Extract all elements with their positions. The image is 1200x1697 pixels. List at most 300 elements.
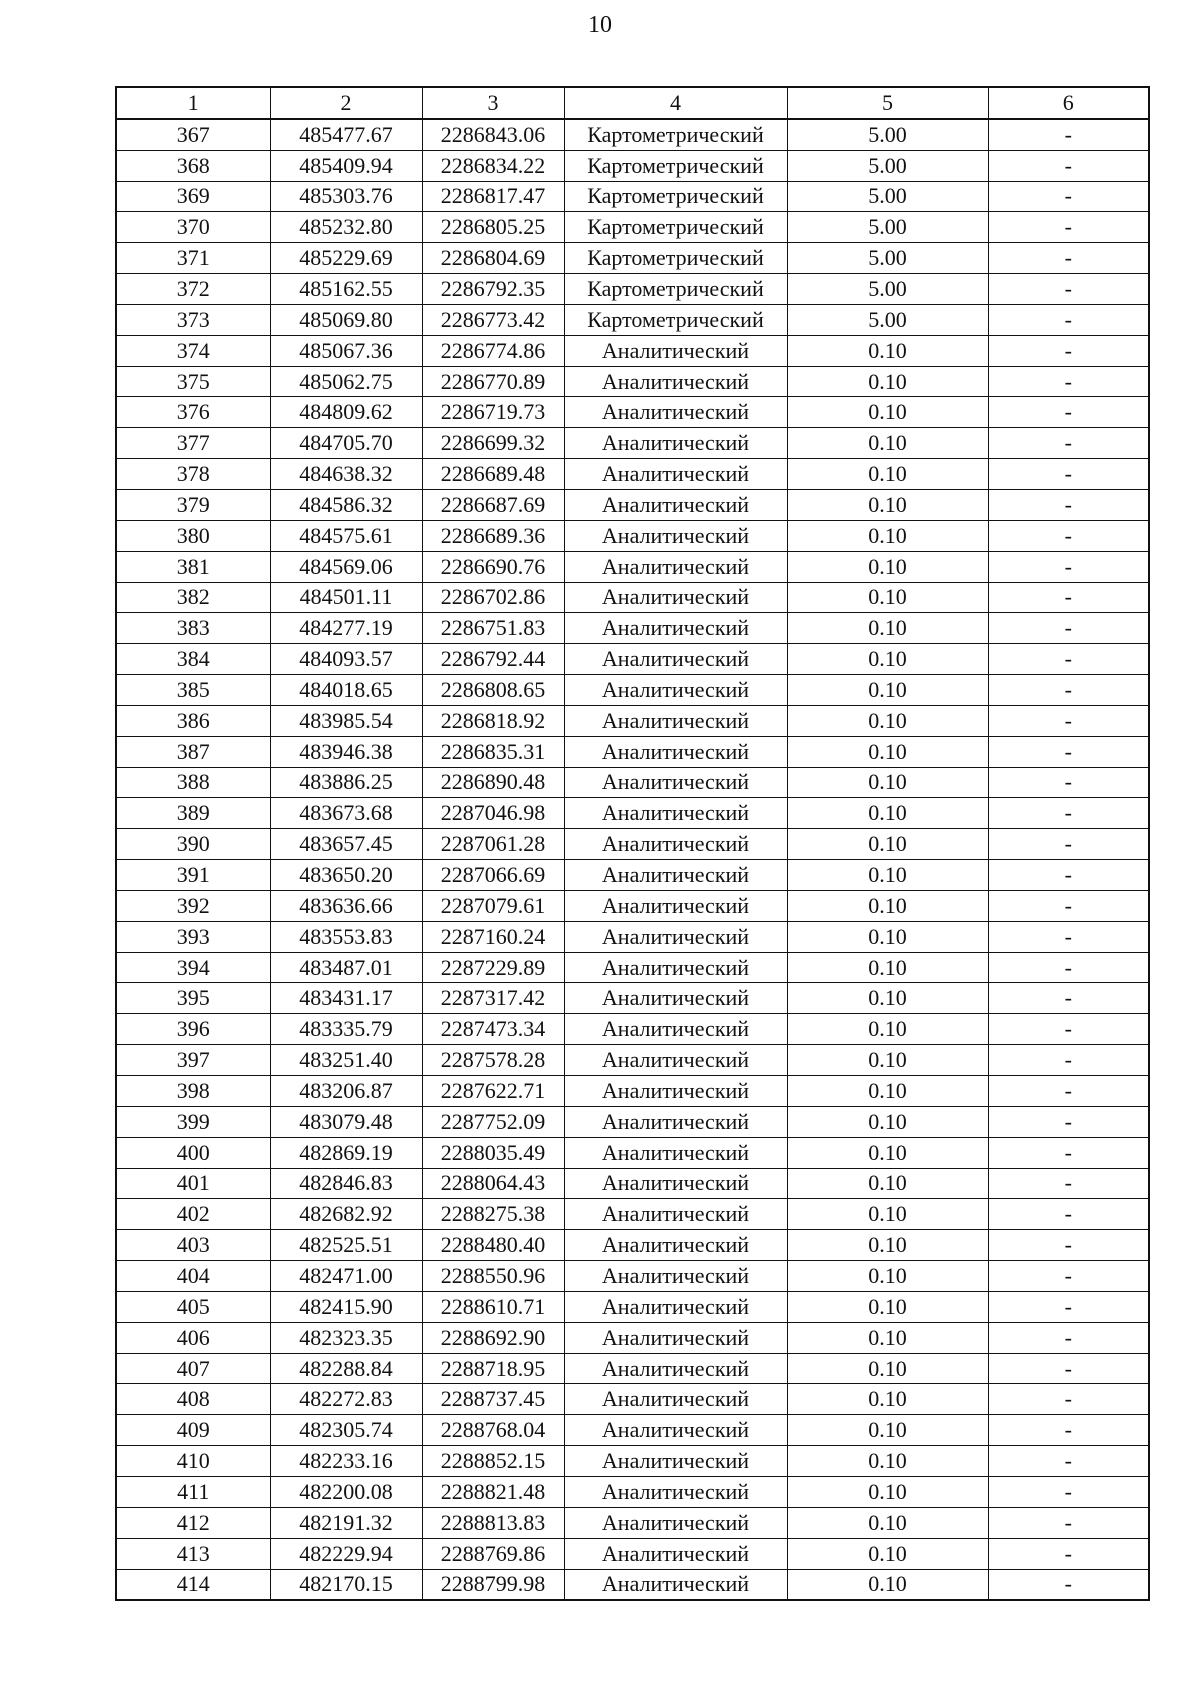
- point-number-cell: 367: [116, 119, 270, 150]
- point-number-cell: 381: [116, 551, 270, 582]
- x-coordinate-cell: 484809.62: [270, 397, 422, 428]
- description-cell: -: [988, 829, 1149, 860]
- table-row: [116, 1137, 1149, 1168]
- y-coordinate-cell: 2288821.48: [422, 1476, 564, 1507]
- point-number-cell: 405: [116, 1291, 270, 1322]
- method-cell: Аналитический: [564, 1384, 787, 1415]
- y-coordinate-cell: 2288692.90: [422, 1322, 564, 1353]
- x-coordinate-cell: 483079.48: [270, 1106, 422, 1137]
- method-cell: Аналитический: [564, 613, 787, 644]
- y-coordinate-cell: 2288275.38: [422, 1199, 564, 1230]
- table-row: [116, 459, 1149, 490]
- point-number-cell: 396: [116, 1014, 270, 1045]
- method-cell: Аналитический: [564, 1476, 787, 1507]
- accuracy-cell: 0.10: [787, 798, 988, 829]
- point-number-cell: 386: [116, 705, 270, 736]
- point-number-cell: 401: [116, 1168, 270, 1199]
- point-number-cell: 383: [116, 613, 270, 644]
- accuracy-cell: 0.10: [787, 520, 988, 551]
- accuracy-cell: 0.10: [787, 1353, 988, 1384]
- x-coordinate-cell: 485409.94: [270, 150, 422, 181]
- x-coordinate-cell: 484705.70: [270, 428, 422, 459]
- point-number-cell: 373: [116, 304, 270, 335]
- x-coordinate-cell: 483206.87: [270, 1076, 422, 1107]
- table-row: [116, 520, 1149, 551]
- method-cell: Картометрический: [564, 212, 787, 243]
- y-coordinate-cell: 2288768.04: [422, 1415, 564, 1446]
- x-coordinate-cell: 483657.45: [270, 829, 422, 860]
- table-row: [116, 1538, 1149, 1569]
- table-row: [116, 829, 1149, 860]
- table-row: [116, 1045, 1149, 1076]
- table-row: [116, 1168, 1149, 1199]
- table-row: [116, 736, 1149, 767]
- y-coordinate-cell: 2287066.69: [422, 860, 564, 891]
- table-row: [116, 366, 1149, 397]
- point-number-cell: 413: [116, 1538, 270, 1569]
- x-coordinate-cell: 484093.57: [270, 644, 422, 675]
- accuracy-cell: 0.10: [787, 860, 988, 891]
- x-coordinate-cell: 485229.69: [270, 243, 422, 274]
- point-number-cell: 376: [116, 397, 270, 428]
- description-cell: -: [988, 1230, 1149, 1261]
- x-coordinate-cell: 485162.55: [270, 274, 422, 305]
- description-cell: -: [988, 489, 1149, 520]
- description-cell: -: [988, 613, 1149, 644]
- method-cell: Аналитический: [564, 1014, 787, 1045]
- point-number-cell: 399: [116, 1106, 270, 1137]
- description-cell: -: [988, 1261, 1149, 1292]
- x-coordinate-cell: 484277.19: [270, 613, 422, 644]
- method-cell: Аналитический: [564, 890, 787, 921]
- description-cell: -: [988, 983, 1149, 1014]
- table-row: [116, 705, 1149, 736]
- table-row: [116, 1014, 1149, 1045]
- point-number-cell: 392: [116, 890, 270, 921]
- x-coordinate-cell: 483886.25: [270, 767, 422, 798]
- y-coordinate-cell: 2286699.32: [422, 428, 564, 459]
- method-cell: Аналитический: [564, 860, 787, 891]
- table-row: [116, 983, 1149, 1014]
- x-coordinate-cell: 482200.08: [270, 1476, 422, 1507]
- y-coordinate-cell: 2287473.34: [422, 1014, 564, 1045]
- page-number: 10: [588, 12, 612, 38]
- description-cell: -: [988, 736, 1149, 767]
- y-coordinate-cell: 2286792.35: [422, 274, 564, 305]
- y-coordinate-cell: 2288799.98: [422, 1569, 564, 1600]
- table-row: [116, 397, 1149, 428]
- accuracy-cell: 0.10: [787, 1384, 988, 1415]
- column-header-5: 5: [787, 87, 988, 119]
- x-coordinate-cell: 484018.65: [270, 675, 422, 706]
- point-number-cell: 372: [116, 274, 270, 305]
- method-cell: Аналитический: [564, 1045, 787, 1076]
- description-cell: -: [988, 1076, 1149, 1107]
- table-row: [116, 335, 1149, 366]
- description-cell: -: [988, 243, 1149, 274]
- y-coordinate-cell: 2287578.28: [422, 1045, 564, 1076]
- y-coordinate-cell: 2288737.45: [422, 1384, 564, 1415]
- point-number-cell: 394: [116, 952, 270, 983]
- table-row: [116, 952, 1149, 983]
- description-cell: -: [988, 150, 1149, 181]
- description-cell: -: [988, 1384, 1149, 1415]
- x-coordinate-cell: 483946.38: [270, 736, 422, 767]
- table-row: [116, 644, 1149, 675]
- y-coordinate-cell: 2286774.86: [422, 335, 564, 366]
- table-row: [116, 1199, 1149, 1230]
- x-coordinate-cell: 483650.20: [270, 860, 422, 891]
- y-coordinate-cell: 2288480.40: [422, 1230, 564, 1261]
- method-cell: Аналитический: [564, 644, 787, 675]
- table-row: [116, 1446, 1149, 1477]
- method-cell: Аналитический: [564, 983, 787, 1014]
- point-number-cell: 375: [116, 366, 270, 397]
- table-row: [116, 1106, 1149, 1137]
- point-number-cell: 380: [116, 520, 270, 551]
- point-number-cell: 369: [116, 181, 270, 212]
- x-coordinate-cell: 482305.74: [270, 1415, 422, 1446]
- description-cell: -: [988, 1415, 1149, 1446]
- point-number-cell: 404: [116, 1261, 270, 1292]
- description-cell: -: [988, 644, 1149, 675]
- x-coordinate-cell: 482323.35: [270, 1322, 422, 1353]
- accuracy-cell: 0.10: [787, 1137, 988, 1168]
- method-cell: Аналитический: [564, 520, 787, 551]
- point-number-cell: 393: [116, 921, 270, 952]
- point-number-cell: 402: [116, 1199, 270, 1230]
- column-header-3: 3: [422, 87, 564, 119]
- accuracy-cell: 0.10: [787, 1106, 988, 1137]
- x-coordinate-cell: 484501.11: [270, 582, 422, 613]
- description-cell: -: [988, 1476, 1149, 1507]
- accuracy-cell: 0.10: [787, 952, 988, 983]
- accuracy-cell: 0.10: [787, 983, 988, 1014]
- point-number-cell: 409: [116, 1415, 270, 1446]
- method-cell: Аналитический: [564, 459, 787, 490]
- table-row: [116, 181, 1149, 212]
- method-cell: Аналитический: [564, 335, 787, 366]
- y-coordinate-cell: 2288852.15: [422, 1446, 564, 1477]
- method-cell: Картометрический: [564, 181, 787, 212]
- method-cell: Картометрический: [564, 243, 787, 274]
- x-coordinate-cell: 482170.15: [270, 1569, 422, 1600]
- point-number-cell: 374: [116, 335, 270, 366]
- y-coordinate-cell: 2288769.86: [422, 1538, 564, 1569]
- column-header-4: 4: [564, 87, 787, 119]
- description-cell: -: [988, 1569, 1149, 1600]
- point-number-cell: 391: [116, 860, 270, 891]
- description-cell: -: [988, 397, 1149, 428]
- method-cell: Аналитический: [564, 921, 787, 952]
- table-row: [116, 1230, 1149, 1261]
- accuracy-cell: 0.10: [787, 1199, 988, 1230]
- point-number-cell: 411: [116, 1476, 270, 1507]
- description-cell: -: [988, 952, 1149, 983]
- accuracy-cell: 0.10: [787, 736, 988, 767]
- x-coordinate-cell: 485477.67: [270, 119, 422, 150]
- accuracy-cell: 0.10: [787, 1322, 988, 1353]
- x-coordinate-cell: 485069.80: [270, 304, 422, 335]
- method-cell: Аналитический: [564, 1230, 787, 1261]
- point-number-cell: 377: [116, 428, 270, 459]
- accuracy-cell: 0.10: [787, 705, 988, 736]
- accuracy-cell: 5.00: [787, 181, 988, 212]
- accuracy-cell: 0.10: [787, 366, 988, 397]
- x-coordinate-cell: 483636.66: [270, 890, 422, 921]
- description-cell: -: [988, 1538, 1149, 1569]
- point-number-cell: 385: [116, 675, 270, 706]
- table-row: [116, 304, 1149, 335]
- y-coordinate-cell: 2286687.69: [422, 489, 564, 520]
- table-body: [116, 119, 1149, 1601]
- accuracy-cell: 0.10: [787, 921, 988, 952]
- method-cell: Картометрический: [564, 274, 787, 305]
- accuracy-cell: 5.00: [787, 243, 988, 274]
- method-cell: Аналитический: [564, 736, 787, 767]
- method-cell: Аналитический: [564, 829, 787, 860]
- point-number-cell: 407: [116, 1353, 270, 1384]
- accuracy-cell: 0.10: [787, 1291, 988, 1322]
- table-row: [116, 1261, 1149, 1292]
- y-coordinate-cell: 2288035.49: [422, 1137, 564, 1168]
- y-coordinate-cell: 2286835.31: [422, 736, 564, 767]
- table-row: [116, 1353, 1149, 1384]
- y-coordinate-cell: 2287160.24: [422, 921, 564, 952]
- accuracy-cell: 0.10: [787, 489, 988, 520]
- y-coordinate-cell: 2287622.71: [422, 1076, 564, 1107]
- x-coordinate-cell: 482682.92: [270, 1199, 422, 1230]
- method-cell: Аналитический: [564, 1538, 787, 1569]
- x-coordinate-cell: 483251.40: [270, 1045, 422, 1076]
- y-coordinate-cell: 2286773.42: [422, 304, 564, 335]
- accuracy-cell: 0.10: [787, 1168, 988, 1199]
- table-row: [116, 551, 1149, 582]
- y-coordinate-cell: 2287046.98: [422, 798, 564, 829]
- point-number-cell: 371: [116, 243, 270, 274]
- table-row: [116, 921, 1149, 952]
- method-cell: Аналитический: [564, 1076, 787, 1107]
- description-cell: -: [988, 520, 1149, 551]
- x-coordinate-cell: 483673.68: [270, 798, 422, 829]
- y-coordinate-cell: 2287752.09: [422, 1106, 564, 1137]
- accuracy-cell: 5.00: [787, 212, 988, 243]
- description-cell: -: [988, 1168, 1149, 1199]
- point-number-cell: 389: [116, 798, 270, 829]
- y-coordinate-cell: 2287061.28: [422, 829, 564, 860]
- y-coordinate-cell: 2286808.65: [422, 675, 564, 706]
- y-coordinate-cell: 2288550.96: [422, 1261, 564, 1292]
- y-coordinate-cell: 2286834.22: [422, 150, 564, 181]
- x-coordinate-cell: 485062.75: [270, 366, 422, 397]
- y-coordinate-cell: 2287229.89: [422, 952, 564, 983]
- x-coordinate-cell: 482869.19: [270, 1137, 422, 1168]
- y-coordinate-cell: 2288064.43: [422, 1168, 564, 1199]
- point-number-cell: 398: [116, 1076, 270, 1107]
- point-number-cell: 370: [116, 212, 270, 243]
- point-number-cell: 387: [116, 736, 270, 767]
- method-cell: Аналитический: [564, 551, 787, 582]
- point-number-cell: 384: [116, 644, 270, 675]
- x-coordinate-cell: 484586.32: [270, 489, 422, 520]
- x-coordinate-cell: 482272.83: [270, 1384, 422, 1415]
- table-header-row: [116, 87, 1149, 119]
- y-coordinate-cell: 2287079.61: [422, 890, 564, 921]
- table-row: [116, 1415, 1149, 1446]
- y-coordinate-cell: 2286818.92: [422, 705, 564, 736]
- method-cell: Аналитический: [564, 1569, 787, 1600]
- description-cell: -: [988, 335, 1149, 366]
- accuracy-cell: 0.10: [787, 1538, 988, 1569]
- accuracy-cell: 0.10: [787, 428, 988, 459]
- y-coordinate-cell: 2286817.47: [422, 181, 564, 212]
- x-coordinate-cell: 482415.90: [270, 1291, 422, 1322]
- table-row: [116, 150, 1149, 181]
- description-cell: -: [988, 1137, 1149, 1168]
- accuracy-cell: 0.10: [787, 829, 988, 860]
- description-cell: -: [988, 366, 1149, 397]
- point-number-cell: 412: [116, 1507, 270, 1538]
- x-coordinate-cell: 482525.51: [270, 1230, 422, 1261]
- method-cell: Аналитический: [564, 428, 787, 459]
- description-cell: -: [988, 890, 1149, 921]
- coordinates-table: [115, 86, 1150, 1601]
- table-row: [116, 1291, 1149, 1322]
- table-row: [116, 243, 1149, 274]
- description-cell: -: [988, 428, 1149, 459]
- description-cell: -: [988, 798, 1149, 829]
- y-coordinate-cell: 2286751.83: [422, 613, 564, 644]
- table-row: [116, 1384, 1149, 1415]
- table-row: [116, 1476, 1149, 1507]
- method-cell: Картометрический: [564, 150, 787, 181]
- x-coordinate-cell: 484569.06: [270, 551, 422, 582]
- accuracy-cell: 0.10: [787, 644, 988, 675]
- accuracy-cell: 0.10: [787, 1476, 988, 1507]
- accuracy-cell: 0.10: [787, 890, 988, 921]
- method-cell: Аналитический: [564, 705, 787, 736]
- description-cell: -: [988, 1199, 1149, 1230]
- accuracy-cell: 0.10: [787, 582, 988, 613]
- point-number-cell: 368: [116, 150, 270, 181]
- accuracy-cell: 0.10: [787, 335, 988, 366]
- method-cell: Аналитический: [564, 582, 787, 613]
- x-coordinate-cell: 482471.00: [270, 1261, 422, 1292]
- point-number-cell: 378: [116, 459, 270, 490]
- table-row: [116, 489, 1149, 520]
- x-coordinate-cell: 483431.17: [270, 983, 422, 1014]
- description-cell: -: [988, 705, 1149, 736]
- y-coordinate-cell: 2286690.76: [422, 551, 564, 582]
- table-row: [116, 212, 1149, 243]
- accuracy-cell: 0.10: [787, 1446, 988, 1477]
- accuracy-cell: 0.10: [787, 767, 988, 798]
- method-cell: Аналитический: [564, 1199, 787, 1230]
- accuracy-cell: 0.10: [787, 551, 988, 582]
- table-row: [116, 428, 1149, 459]
- method-cell: Картометрический: [564, 304, 787, 335]
- accuracy-cell: 0.10: [787, 1230, 988, 1261]
- table-row: [116, 1507, 1149, 1538]
- description-cell: -: [988, 1014, 1149, 1045]
- x-coordinate-cell: 482288.84: [270, 1353, 422, 1384]
- point-number-cell: 379: [116, 489, 270, 520]
- description-cell: -: [988, 459, 1149, 490]
- accuracy-cell: 0.10: [787, 1261, 988, 1292]
- x-coordinate-cell: 482233.16: [270, 1446, 422, 1477]
- method-cell: Аналитический: [564, 1507, 787, 1538]
- method-cell: Аналитический: [564, 1353, 787, 1384]
- point-number-cell: 406: [116, 1322, 270, 1353]
- y-coordinate-cell: 2286804.69: [422, 243, 564, 274]
- method-cell: Аналитический: [564, 1415, 787, 1446]
- method-cell: Аналитический: [564, 1322, 787, 1353]
- point-number-cell: 395: [116, 983, 270, 1014]
- x-coordinate-cell: 483487.01: [270, 952, 422, 983]
- point-number-cell: 403: [116, 1230, 270, 1261]
- table-row: [116, 274, 1149, 305]
- description-cell: -: [988, 1322, 1149, 1353]
- table-row: [116, 675, 1149, 706]
- point-number-cell: 410: [116, 1446, 270, 1477]
- method-cell: Аналитический: [564, 767, 787, 798]
- description-cell: -: [988, 860, 1149, 891]
- column-header-6: 6: [988, 87, 1149, 119]
- point-number-cell: 397: [116, 1045, 270, 1076]
- method-cell: Картометрический: [564, 119, 787, 150]
- y-coordinate-cell: 2286702.86: [422, 582, 564, 613]
- method-cell: Аналитический: [564, 1291, 787, 1322]
- method-cell: Аналитический: [564, 1106, 787, 1137]
- y-coordinate-cell: 2286689.48: [422, 459, 564, 490]
- accuracy-cell: 0.10: [787, 1076, 988, 1107]
- description-cell: -: [988, 212, 1149, 243]
- description-cell: -: [988, 582, 1149, 613]
- table-row: [116, 798, 1149, 829]
- description-cell: -: [988, 767, 1149, 798]
- accuracy-cell: 5.00: [787, 274, 988, 305]
- method-cell: Аналитический: [564, 952, 787, 983]
- description-cell: -: [988, 1045, 1149, 1076]
- table-row: [116, 890, 1149, 921]
- description-cell: -: [988, 675, 1149, 706]
- table-row: [116, 1322, 1149, 1353]
- x-coordinate-cell: 482229.94: [270, 1538, 422, 1569]
- table-row: [116, 860, 1149, 891]
- accuracy-cell: 0.10: [787, 459, 988, 490]
- accuracy-cell: 5.00: [787, 150, 988, 181]
- x-coordinate-cell: 485303.76: [270, 181, 422, 212]
- method-cell: Аналитический: [564, 1168, 787, 1199]
- method-cell: Аналитический: [564, 1446, 787, 1477]
- y-coordinate-cell: 2286719.73: [422, 397, 564, 428]
- x-coordinate-cell: 484575.61: [270, 520, 422, 551]
- accuracy-cell: 0.10: [787, 1014, 988, 1045]
- method-cell: Аналитический: [564, 397, 787, 428]
- table-row: [116, 613, 1149, 644]
- y-coordinate-cell: 2286689.36: [422, 520, 564, 551]
- point-number-cell: 400: [116, 1137, 270, 1168]
- x-coordinate-cell: 485067.36: [270, 335, 422, 366]
- y-coordinate-cell: 2286770.89: [422, 366, 564, 397]
- column-header-2: 2: [270, 87, 422, 119]
- method-cell: Аналитический: [564, 1137, 787, 1168]
- point-number-cell: 414: [116, 1569, 270, 1600]
- table-row: [116, 767, 1149, 798]
- x-coordinate-cell: 482846.83: [270, 1168, 422, 1199]
- accuracy-cell: 0.10: [787, 613, 988, 644]
- method-cell: Аналитический: [564, 366, 787, 397]
